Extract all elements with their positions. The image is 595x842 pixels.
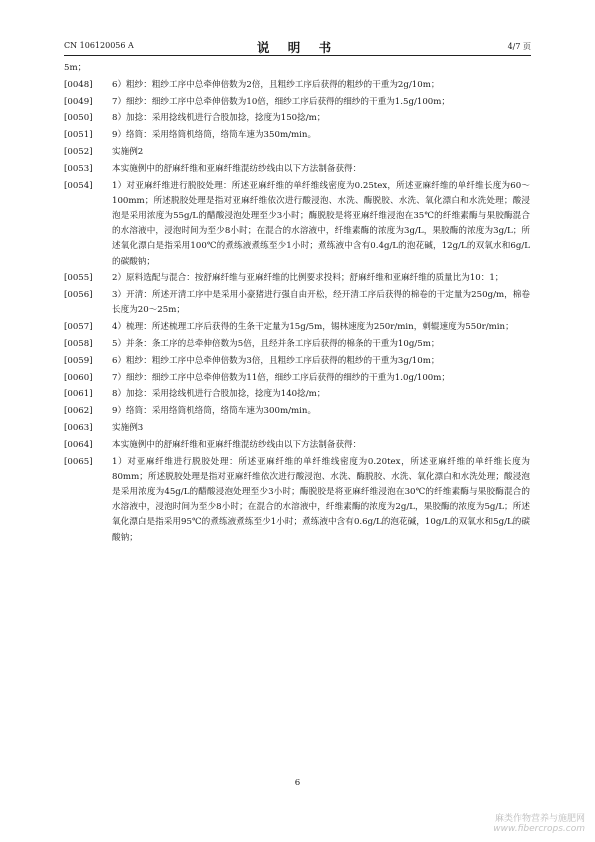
paragraph-number: [0065] [64,456,93,467]
paragraph [64,371,530,386]
paragraph-text: 7）细纱：细纱工序中总牵伸倍数为10倍，细纱工序后获得的细纱的干重为1.5g/100m； [112,96,451,107]
paragraph-number: [0050] [64,113,93,124]
paragraph-number: [0049] [64,96,93,107]
paragraph [64,95,530,110]
paragraph-text: 6）粗纱：粗纱工序中总牵伸倍数为2倍，且粗纱工序后获得的粗纱的干重为2g/10m； [112,79,440,90]
paragraph-text: 3）开清：所述开清工序中是采用小豪猪进行强自由开松，经开清工序后获得的棉卷的干定量为250g/m，棉卷长度为20～25m； [112,290,530,316]
paragraph-text: 7）细纱：细纱工序中总牵伸倍数为11倍，细纱工序后获得的细纱的干重为1.0g/100m； [112,372,451,383]
paragraph-text: 9）络筒：采用络筒机络筒，络筒车速为300m/min。 [112,406,317,417]
document-body [64,61,530,547]
publication-number: CN 106120056 A [64,41,134,50]
paragraph [64,455,530,546]
paragraph [64,145,530,160]
paragraph [64,179,530,270]
paragraph-text: 8）加捻：采用捻线机进行合股加捻，捻度为150捻/m； [112,113,326,124]
paragraph-number: [0057] [64,322,93,333]
paragraph [64,337,530,352]
watermark-url: www.fibercrops.com [493,824,585,834]
paragraph-text: 实施例3 [112,422,144,433]
paragraph-number: [0061] [64,389,93,400]
paragraph-text: 1）对亚麻纤维进行脱胶处理：所述亚麻纤维的单纤维线密度为0.20tex，所述亚麻纤维的单纤维长度为80mm；所述脱胶处理是指对亚麻纤维依次进行酸浸泡、水洗、酶脱胶、水洗、氧化漂白和水洗处理；酸浸泡是采用浓度为45g/L的醋酸浸泡处理至少3小时；酶脱胶是将亚麻纤维浸泡在30℃的纤维素酶与果胶酶混合的水溶液中，浸泡时间为至少8小时；在混合的水溶液中，纤维素酶的浓度为2g/L，果胶酶的浓度为5g/L；所述氧化漂白是指采用95℃的煮练液煮练至少1小时；煮练液中含有0.6g/L的泡花碱，10g/L的双氧水和5g/L的碳酸钠； [112,456,530,543]
page-number: 6 [294,778,301,788]
paragraph [64,111,530,126]
page-indicator: 4/7 页 [507,42,531,51]
paragraph-text: 1）对亚麻纤维进行脱胶处理：所述亚麻纤维的单纤维线密度为0.25tex，所述亚麻纤维的单纤维长度为60～100mm；所述脱胶处理是指对亚麻纤维依次进行酸浸泡、水洗、酶脱胶、水洗、氧化漂白和水洗处理；酸浸泡是采用浓度为55g/L的醋酸浸泡处理至少3小时；酶脱胶是将亚麻纤维浸泡在35℃的纤维素酶与果胶酶混合的水溶液中，浸泡时间为至少8小时；在混合的水溶液中，纤维素酶的浓度为3g/L，果胶酶的浓度为3g/L；所述氧化漂白是指采用100℃的煮练液煮练至少1小时；煮练液中含有0.4g/L的泡花碱，12g/L的双氧水和6g/L的碳酸钠； [112,180,530,267]
page-header [64,38,531,56]
paragraph-text: 5）并条：条工序的总牵伸倍数为5倍，且经并条工序后获得的棉条的干重为10g/5m； [112,338,440,349]
paragraph-number: [0064] [64,439,93,450]
paragraph-number: [0063] [64,422,93,433]
paragraph-text: 9）络筒：采用络筒机络筒，络筒车速为350m/min。 [112,130,317,141]
paragraph-number: [0055] [64,273,93,284]
paragraph-number: [0053] [64,163,93,174]
paragraph [64,288,530,318]
document-title: 说 明 书 [256,40,339,55]
paragraph [64,271,530,286]
paragraph-number: [0060] [64,372,93,383]
paragraph [64,387,530,402]
paragraph-number: [0058] [64,338,93,349]
paragraph-text: 本实施例中的舒麻纤维和亚麻纤维混纺纱线由以下方法制备获得： [112,439,362,450]
paragraph-number: [0059] [64,355,93,366]
paragraph-number: [0052] [64,146,93,157]
paragraph [64,354,530,369]
paragraph [64,438,530,453]
paragraph-number: [0054] [64,180,93,191]
paragraph-number: [0056] [64,290,93,301]
paragraph-number: [0048] [64,79,93,90]
paragraph-number: [0062] [64,406,93,417]
paragraph-text: 本实施例中的舒麻纤维和亚麻纤维混纺纱线由以下方法制备获得： [112,163,362,174]
watermark-site-name: 麻类作物营养与施肥网 [494,814,585,824]
continued-text: 5m； [64,63,87,73]
paragraph [64,320,530,335]
paragraph-text: 实施例2 [112,146,144,157]
paragraph-text: 4）梳理：所述梳理工序后获得的生条干定量为15g/5m，锡林速度为250r/min，刺辊速度为550r/min； [112,322,514,333]
paragraph [64,421,530,436]
paragraph-text: 2）原料选配与混合：按舒麻纤维与亚麻纤维的比例要求投料；舒麻纤维和亚麻纤维的质量比为10：1； [112,273,504,284]
paragraph-list [64,78,530,546]
paragraph [64,78,530,93]
paragraph [64,404,530,419]
paragraph-number: [0051] [64,130,93,141]
header-rule [64,55,531,56]
paragraph [64,128,530,143]
paragraph-text: 8）加捻：采用捻线机进行合股加捻，捻度为140捻/m； [112,389,326,400]
paragraph-text: 6）粗纱：粗纱工序中总牵伸倍数为3倍，且粗纱工序后获得的粗纱的干重为3g/10m； [112,355,440,366]
paragraph [64,162,530,177]
